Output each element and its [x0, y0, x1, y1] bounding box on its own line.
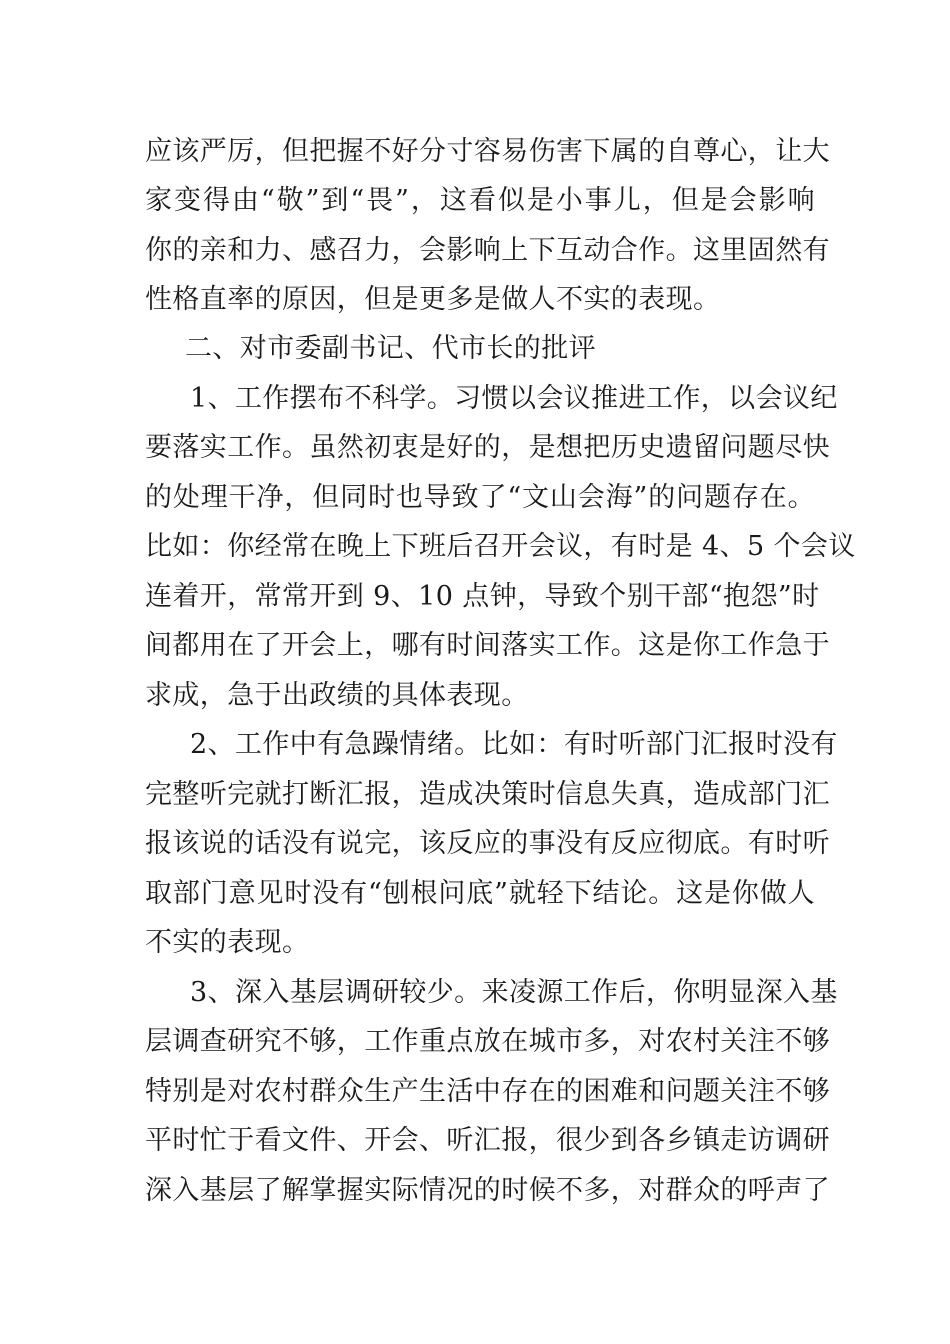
text-line: 比如：你经常在晚上下班后召开会议，有时是 4、5 个会议 [145, 531, 856, 562]
text-line: 特别是对农村群众生产生活中存在的困难和问题关注不够 [145, 1076, 830, 1107]
section-heading: 二、对市委副书记、代市长的批评 [185, 333, 596, 364]
text-line: 连着开，常常开到 9、10 点钟，导致个别干部“抱怨”时 [145, 581, 820, 612]
text-line: 家变得由“敬”到“畏”，这看似是小事儿，但是会影响 [145, 185, 815, 216]
text-line: 深入基层了解掌握实际情况的时候不多，对群众的呼声了 [145, 1175, 830, 1206]
text-line: 3、深入基层调研较少。来凌源工作后，你明显深入基 [190, 977, 838, 1008]
text-line: 取部门意见时没有“刨根问底”就轻下结论。这是你做人 [145, 878, 815, 909]
text-line: 要落实工作。虽然初衷是好的，是想把历史遗留问题尽快 [145, 432, 830, 463]
text-line: 1、工作摆布不科学。习惯以会议推进工作，以会议纪 [190, 383, 838, 414]
text-line: 应该严厉，但把握不好分寸容易伤害下属的自尊心，让大 [145, 136, 830, 167]
text-line: 性格直率的原因，但是更多是做人不实的表现。 [145, 284, 721, 315]
text-line: 求成，急于出政绩的具体表现。 [145, 680, 529, 711]
text-line: 2、工作中有急躁情绪。比如：有时听部门汇报时没有 [190, 729, 838, 760]
text-line: 层调查研究不够，工作重点放在城市多，对农村关注不够 [145, 1026, 830, 1057]
text-line: 平时忙于看文件、开会、听汇报，很少到各乡镇走访调研 [145, 1125, 830, 1156]
text-line: 完整听完就打断汇报，造成决策时信息失真，造成部门汇 [145, 779, 830, 810]
text-line: 的处理干净，但同时也导致了“文山会海”的问题存在。 [145, 482, 815, 513]
text-line: 间都用在了开会上，哪有时间落实工作。这是你工作急于 [145, 630, 830, 661]
text-line: 你的亲和力、感召力，会影响上下互动合作。这里固然有 [145, 235, 830, 266]
text-line: 不实的表现。 [145, 927, 310, 958]
text-line: 报该说的话没有说完，该反应的事没有反应彻底。有时听 [145, 828, 830, 859]
